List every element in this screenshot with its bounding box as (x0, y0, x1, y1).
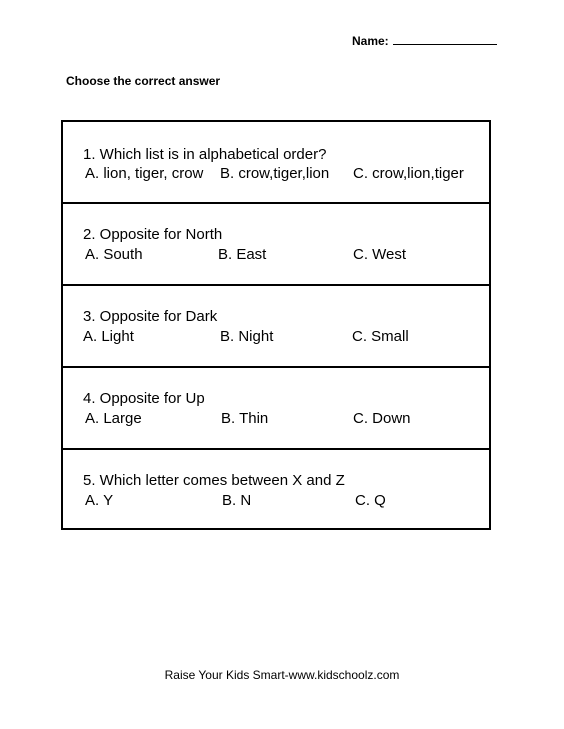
option-a[interactable]: A. South (85, 246, 143, 263)
name-field (352, 34, 497, 48)
option-b[interactable]: B. crow,tiger,lion (220, 165, 330, 182)
question-text: 2. Opposite for North (83, 226, 223, 243)
option-a[interactable]: A. lion, tiger, crow (85, 165, 204, 182)
question-5 (63, 450, 489, 532)
name-label: Name: (352, 34, 389, 48)
question-4 (63, 368, 489, 450)
option-a[interactable]: A. Large (85, 410, 142, 427)
question-1 (63, 122, 489, 204)
question-3 (63, 286, 489, 368)
option-b[interactable]: B. Night (220, 328, 274, 345)
question-text: 3. Opposite for Dark (83, 308, 218, 325)
option-c[interactable]: C. Small (352, 328, 409, 345)
question-2 (63, 204, 489, 286)
option-c[interactable]: C. Q (355, 492, 386, 509)
question-text: 1. Which list is in alphabetical order? (83, 146, 327, 163)
option-a[interactable]: A. Light (83, 328, 134, 345)
instruction-text: Choose the correct answer (66, 74, 221, 88)
option-b[interactable]: B. East (218, 246, 267, 263)
option-c[interactable]: C. West (353, 246, 407, 263)
option-c[interactable]: C. crow,lion,tiger (353, 165, 464, 182)
footer-text: Raise Your Kids Smart-www.kidschoolz.com (164, 668, 400, 682)
quiz-table (61, 120, 491, 530)
option-c[interactable]: C. Down (353, 410, 411, 427)
name-blank-line[interactable] (393, 34, 497, 45)
option-b[interactable]: B. Thin (221, 410, 269, 427)
question-text: 5. Which letter comes between X and Z (83, 472, 345, 489)
option-a[interactable]: A. Y (85, 492, 114, 509)
question-text: 4. Opposite for Up (83, 390, 205, 407)
option-b[interactable]: B. N (222, 492, 252, 509)
